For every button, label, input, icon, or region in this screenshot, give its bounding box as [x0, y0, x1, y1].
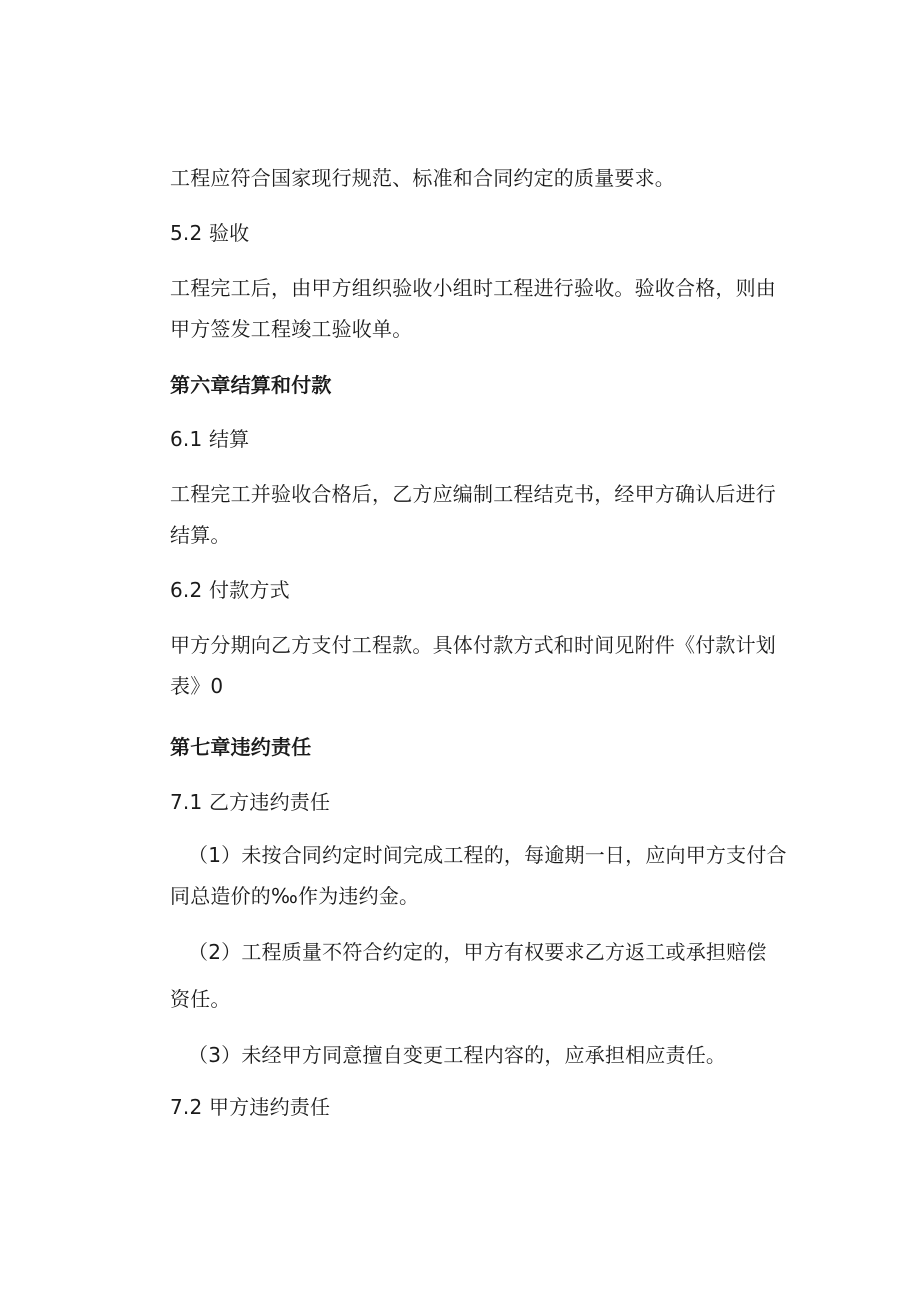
item-1-line-1: （1）未按合同约定时间完成工程的，每逾期一日，应向甲方支付合 — [188, 843, 787, 867]
paragraph-acceptance-line-1: 工程完工后，由甲方组织验收小组时工程进行验收。验收合格，则由 — [170, 276, 776, 300]
paragraph-settlement-line-2: 结算。 — [170, 523, 231, 547]
paragraph-payment-line-2: 表》0 — [170, 674, 224, 698]
item-2-line-1: （2）工程质量不符合约定的，甲方有权要求乙方返工或承担赔偿 — [188, 940, 767, 964]
item-3-line-1: （3）未经甲方同意擅自变更工程内容的，应承担相应责任。 — [188, 1043, 727, 1067]
item-2-line-2: 资任。 — [170, 987, 231, 1011]
chapter-6-heading: 第六章结算和付款 — [170, 373, 332, 397]
item-1-line-2: 同总造价的‰作为违约金。 — [170, 884, 420, 908]
section-6-2-heading: 6.2 付款方式 — [170, 578, 290, 602]
paragraph-acceptance-line-2: 甲方签发工程竣工验收单。 — [170, 317, 413, 341]
section-6-1-heading: 6.1 结算 — [170, 427, 250, 451]
chapter-7-heading: 第七章违约责任 — [170, 735, 312, 759]
paragraph-payment-line-1: 甲方分期向乙方支付工程款。具体付款方式和时间见附件《付款计划 — [170, 633, 776, 657]
paragraph-quality-requirement: 工程应符合国家现行规范、标准和合同约定的质量要求。 — [170, 166, 675, 190]
section-7-2-heading: 7.2 甲方违约责任 — [170, 1095, 331, 1119]
section-7-1-heading: 7.1 乙方违约责任 — [170, 790, 331, 814]
section-5-2-heading: 5.2 验收 — [170, 221, 250, 245]
paragraph-settlement-line-1: 工程完工并验收合格后，乙方应编制工程结克书，经甲方确认后进行 — [170, 482, 776, 506]
